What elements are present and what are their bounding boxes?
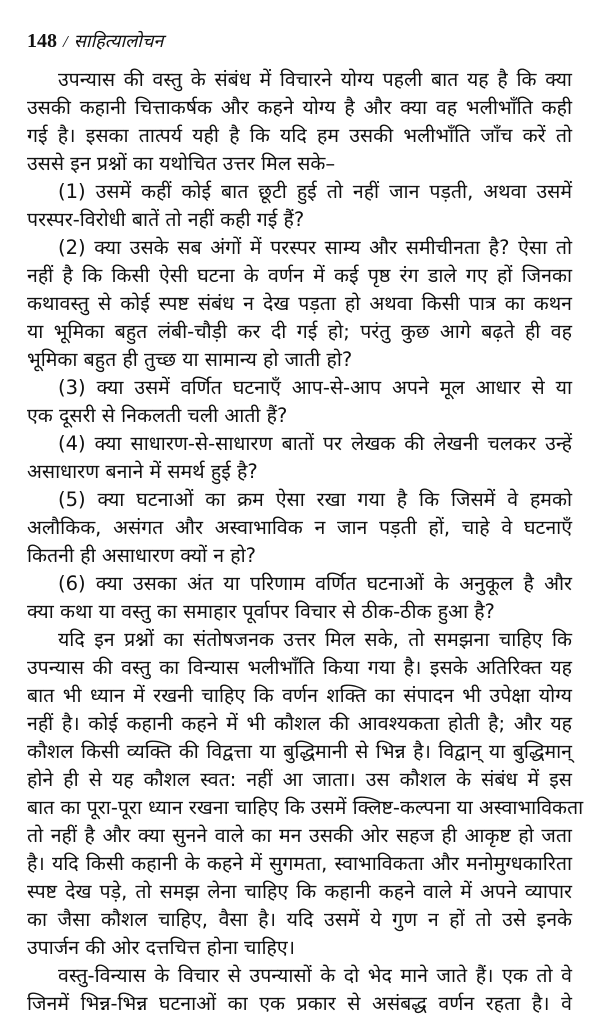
text-line: एक दूसरी से निकलती चली आती हैं? (27, 404, 288, 427)
text-line: (6) क्या उसका अंत या परिणाम वर्णित घटनाओं के अनुकूल है और (58, 572, 572, 595)
text-line: नहीं है कि किसी ऐसी घटना के वर्णन में कई पृष्ठ रंग डाले गए हों जिनका (27, 264, 572, 287)
text-line: (2) क्या उसके सब अंगों में परस्पर साम्य और समीचीनता है? ऐसा तो (58, 236, 572, 259)
text-line: स्पष्ट देख पड़े, तो समझ लेना चाहिए कि कहानी कहने वाले में अपने व्यापार (27, 880, 572, 903)
text-line: गई है। इसका तात्पर्य यही है कि यदि हम उसकी भलीभाँति जाँच करें तो (27, 124, 572, 147)
text-line: (3) क्या उसमें वर्णित घटनाएँ आप-से-आप अपने मूल आधार से या (58, 376, 572, 399)
text-line: अलौकिक, असंगत और अस्वाभाविक न जान पड़ती हों, चाहे वे घटनाएँ (27, 516, 572, 539)
text-line: कौशल किसी व्यक्ति की विद्वत्ता या बुद्धिमानी से भिन्न है। विद्वान् या बुद्धिमान् (27, 740, 572, 763)
book-title: साहित्यालोचन (73, 31, 164, 52)
text-line: भूमिका बहुत ही तुच्छ या सामान्य हो जाती हो? (27, 348, 353, 371)
text-line: तो नहीं है और क्या सुनने वाले का मन उसकी ओर सहज ही आकृष्ट हो जता (27, 824, 572, 847)
page-body-text (27, 66, 584, 1018)
text-line: उपन्यास की वस्तु के संबंध में विचारने योग्य पहली बात यह है कि क्या (58, 68, 572, 91)
text-line: (1) उसमें कहीं कोई बात छूटी हुई तो नहीं जान पड़ती, अथवा उसमें (58, 180, 572, 203)
text-line: वस्तु-विन्यास के विचार से उपन्यासों के दो भेद माने जाते हैं। एक तो वे (58, 964, 572, 987)
text-line: असाधारण बनाने में समर्थ हुई है? (27, 460, 258, 483)
text-line: जिनमें भिन्न-भिन्न घटनाओं का एक प्रकार से असंबद्ध वर्णन रहता है। वे (27, 992, 572, 1015)
text-line: क्या कथा या वस्तु का समाहार पूर्वापर विचार से ठीक-ठीक हुआ है? (27, 600, 495, 623)
text-line: होने ही से यह कौशल स्वत: नहीं आ जाता। उस कौशल के संबंध में इस (27, 768, 572, 791)
text-line: (5) क्या घटनाओं का क्रम ऐसा रखा गया है कि जिसमें वे हमको (58, 488, 572, 511)
text-line: (4) क्या साधारण-से-साधारण बातों पर लेखक की लेखनी चलकर उन्हें (58, 432, 572, 455)
text-line: उपार्जन की ओर दत्तचित्त होना चाहिए। (27, 936, 296, 959)
text-line: का जैसा कौशल चाहिए, वैसा है। यदि उसमें ये गुण न हों तो उसे इनके (27, 908, 572, 931)
text-line: कितनी ही असाधारण क्यों न हो? (27, 544, 257, 567)
text-line: परस्पर-विरोधी बातें तो नहीं कही गई हैं? (27, 208, 305, 231)
text-line: है। यदि किसी कहानी के कहने में सुगमता, स्वाभाविकता और मनोमुग्धकारिता (27, 852, 572, 875)
text-line: उसकी कहानी चित्ताकर्षक और कहने योग्य है और क्या वह भलीभाँति कही (27, 96, 572, 119)
text-line: कथावस्तु से कोई स्पष्ट संबंध न देख पड़ता हो अथवा किसी पात्र का कथन (27, 292, 572, 315)
text-line: उपन्यास की वस्तु का विन्यास भलीभाँति किया गया है। इसके अतिरिक्त यह (27, 656, 572, 679)
header-separator: / (63, 32, 68, 51)
text-line: यदि इन प्रश्नों का संतोषजनक उत्तर मिल सके, तो समझना चाहिए कि (58, 628, 572, 651)
text-line: नहीं है। कोई कहानी कहने में भी कौशल की आवश्यकता होती है; और यह (27, 712, 572, 735)
running-header (27, 29, 163, 54)
page-number: 148 (27, 30, 57, 52)
text-line: उससे इन प्रश्नों का यथोचित उत्तर मिल सके– (27, 152, 336, 175)
text-line: या भूमिका बहुत लंबी-चौड़ी कर दी गई हो; परंतु कुछ आगे बढ़ते ही वह (27, 320, 572, 343)
text-line: बात का पूरा-पूरा ध्यान रखना चाहिए कि उसमें क्लिष्ट-कल्पना या अस्वाभाविकता (27, 796, 584, 819)
text-line: बात भी ध्यान में रखनी चाहिए कि वर्णन शक्ति का संपादन भी उपेक्षा योग्य (27, 684, 572, 707)
